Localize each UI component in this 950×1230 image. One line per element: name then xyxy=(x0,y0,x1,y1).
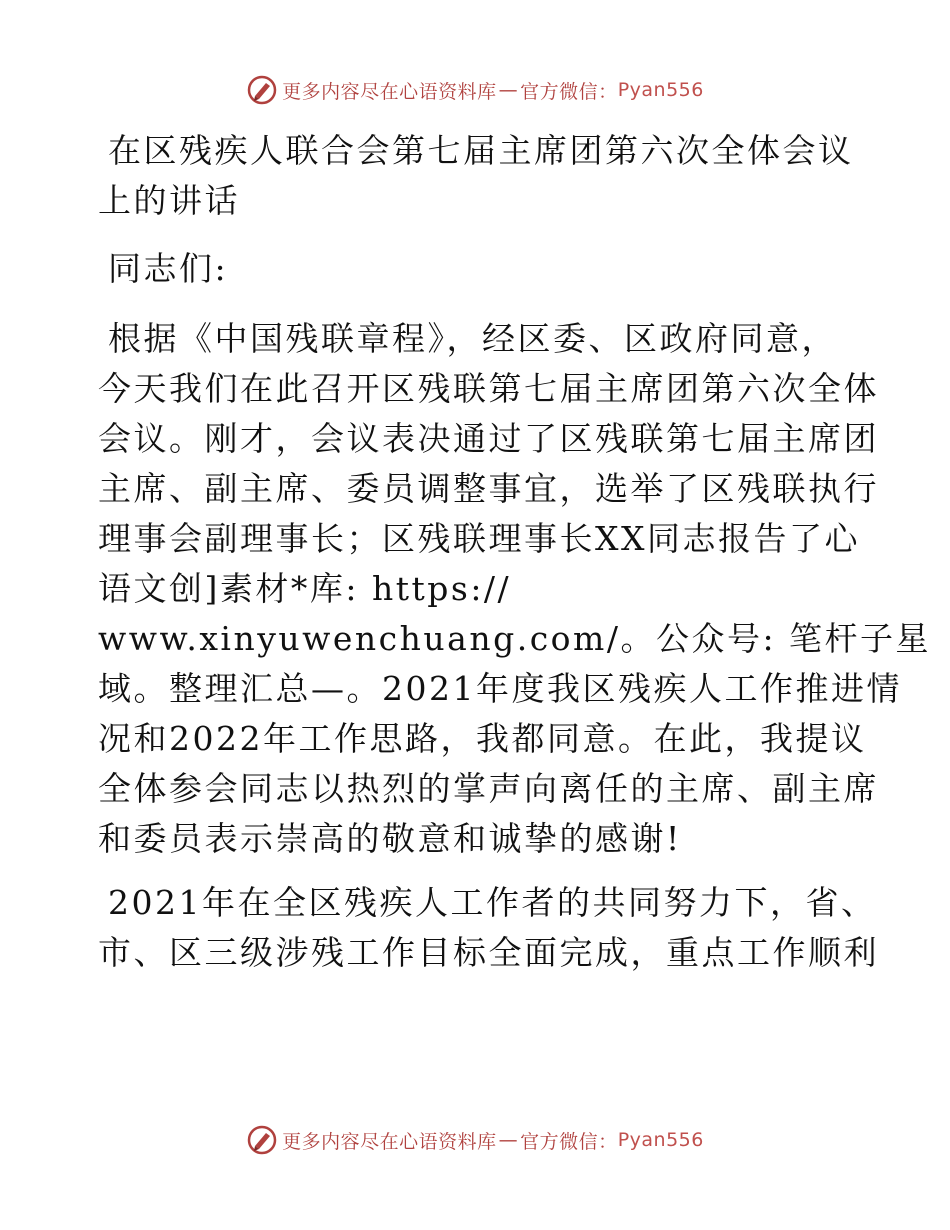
paragraph-line: 今天我们在此召开区残联第七届主席团第六次全体 xyxy=(98,369,879,408)
paragraph-line: 语文创]素材*库: https:// xyxy=(98,569,512,608)
watermark-wechat-label: 官方微信： xyxy=(520,80,618,103)
document-body xyxy=(98,118,932,992)
paragraph-line: 根据《中国残联章程》，经区委、区政府同意， xyxy=(108,319,837,358)
paragraph-2 xyxy=(98,878,879,978)
paragraph-line: 域。整理汇总—。2021年度我区残疾人工作推进情 xyxy=(98,669,902,708)
pen-circle-logo-icon xyxy=(246,1124,278,1156)
paragraph-line: 况和2022年工作思路，我都同意。在此，我提议 xyxy=(98,719,867,758)
footer-watermark xyxy=(0,1120,950,1160)
watermark-handle: Pyan556 xyxy=(617,1129,704,1151)
watermark-wechat-label: 官方微信： xyxy=(520,1130,618,1153)
watermark-separator: — xyxy=(498,1129,519,1151)
paragraph-1 xyxy=(98,314,932,864)
paragraph-line: 和委员表示崇高的敬意和诚挚的感谢! xyxy=(98,819,682,858)
watermark-text: 更多内容尽在心语资料库 xyxy=(282,1130,497,1153)
watermark-separator: — xyxy=(498,79,519,101)
title-line-1: 在区残疾人联合会第七届主席团第六次全体会议 xyxy=(108,131,854,170)
paragraph-line: 全体参会同志以热烈的掌声向离任的主席、副主席 xyxy=(98,769,879,808)
title-line-2: 上的讲话 xyxy=(98,181,240,220)
paragraph-line: 理事会副理事长；区残联理事长XX同志报告了心 xyxy=(98,519,860,558)
paragraph-line: www.xinyuwenchuang.com/。公众号: 笔杆子星 xyxy=(98,619,932,658)
pen-circle-logo-icon xyxy=(246,74,278,106)
greeting: 同志们: xyxy=(108,249,229,288)
watermark-handle: Pyan556 xyxy=(617,79,704,101)
paragraph-line: 市、区三级涉残工作目标全面完成，重点工作顺利 xyxy=(98,933,879,972)
paragraph-line: 主席、副主席、委员调整事宜，选举了区残联执行 xyxy=(98,469,879,508)
paragraph-line: 2021年在全区残疾人工作者的共同努力下，省、 xyxy=(108,883,877,922)
header-watermark xyxy=(0,70,950,110)
paragraph-line: 会议。刚才，会议表决通过了区残联第七届主席团 xyxy=(98,419,879,458)
document-title xyxy=(98,126,858,226)
watermark-text: 更多内容尽在心语资料库 xyxy=(282,80,497,103)
